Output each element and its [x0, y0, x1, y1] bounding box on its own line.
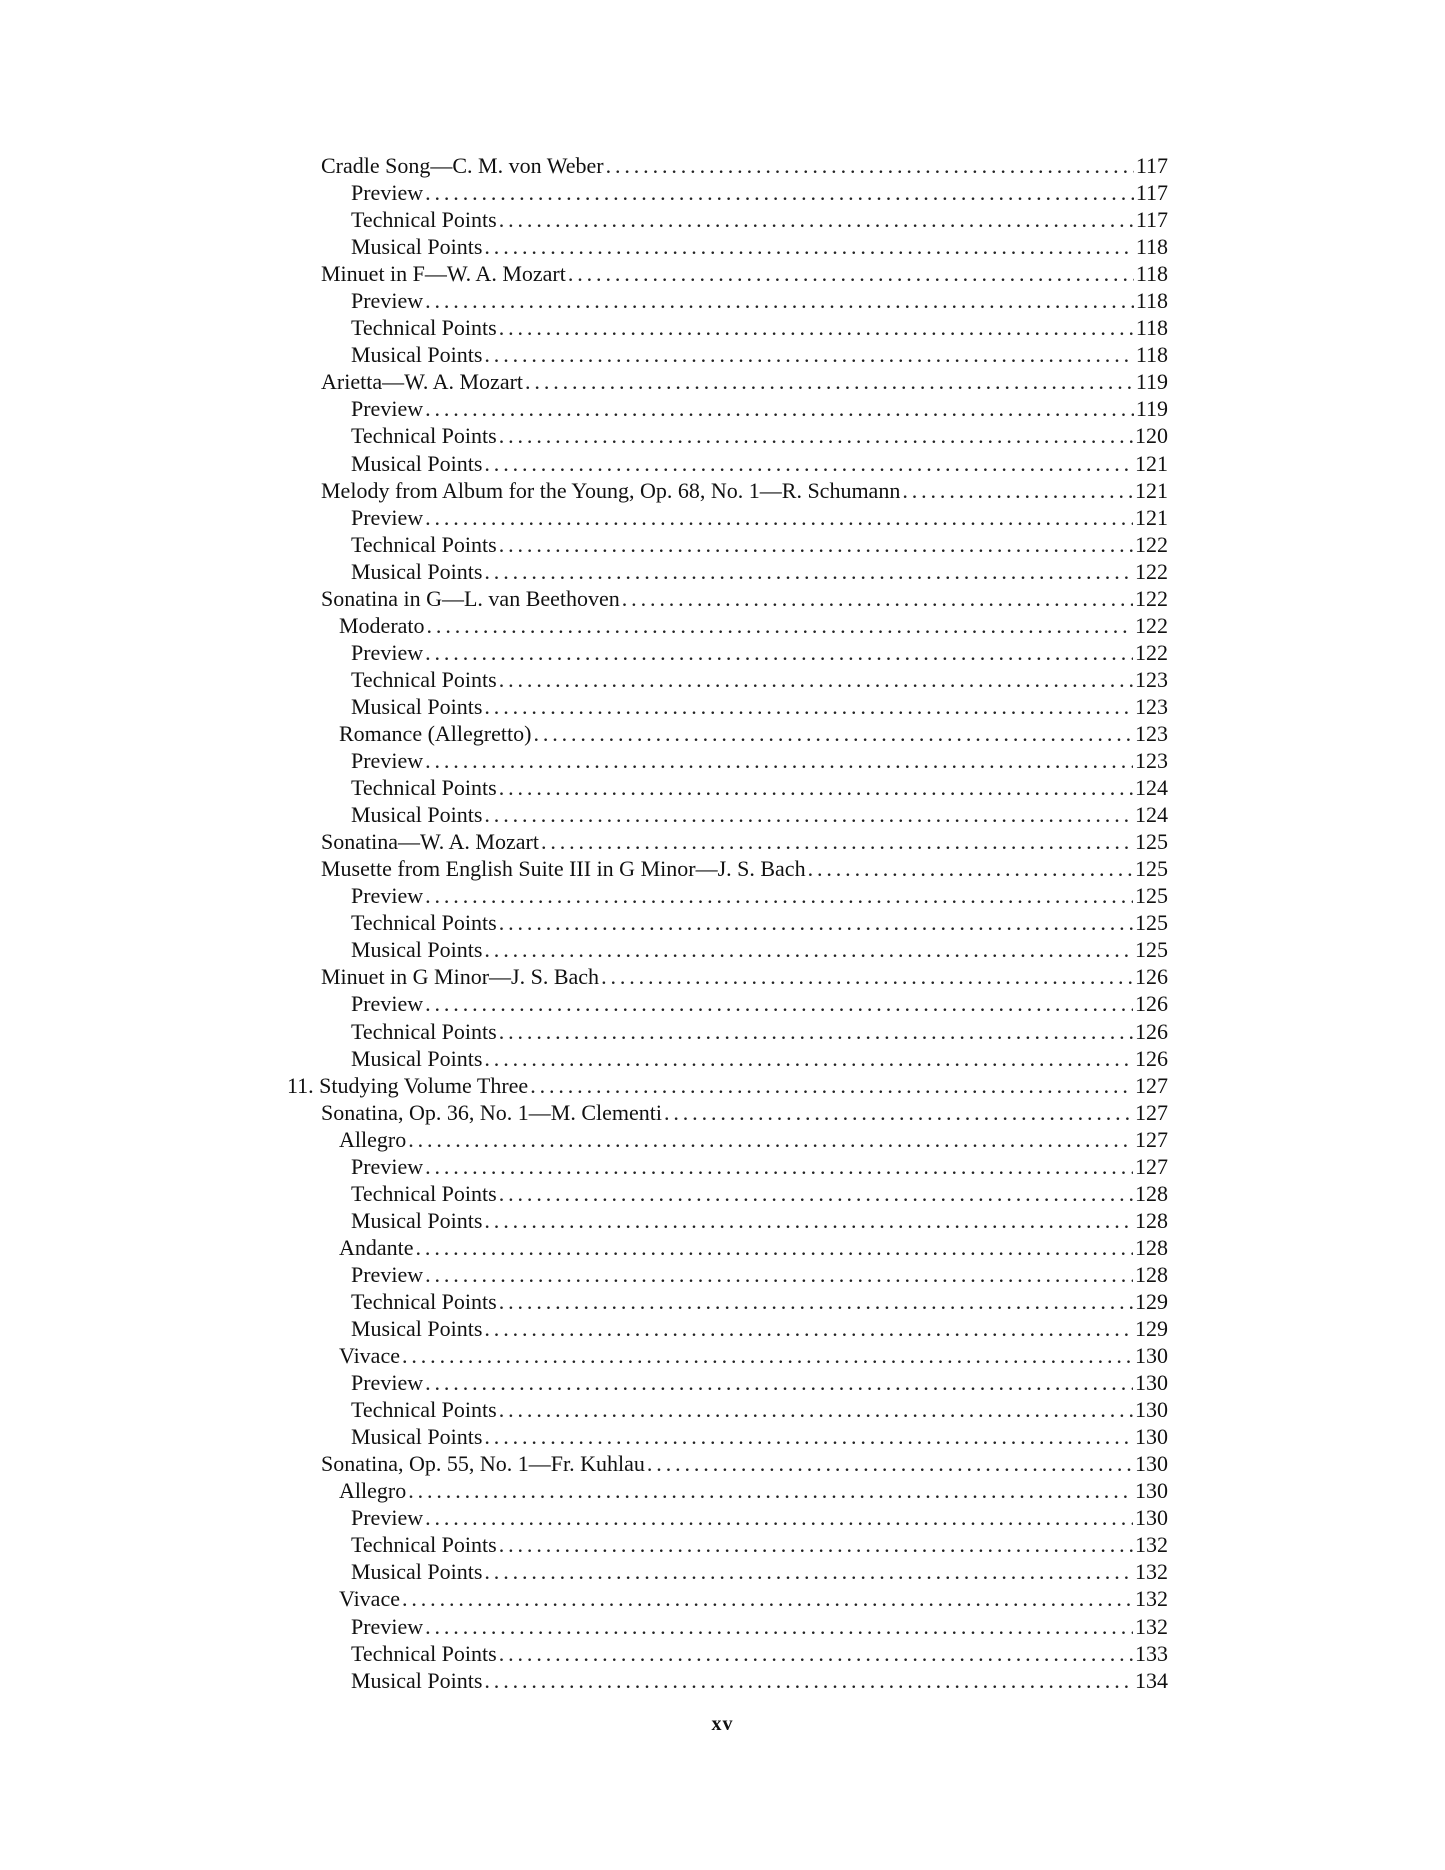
- toc-entry: [0, 1667, 1445, 1694]
- dot-leader: [664, 1099, 1133, 1126]
- dot-leader: [484, 1423, 1133, 1450]
- toc-entry-page: 123: [1135, 693, 1168, 719]
- toc-entry-title: Musical Points: [351, 802, 483, 828]
- toc-entry-page: 128: [1135, 1261, 1168, 1287]
- toc-entry-title: Melody from Album for the Young, Op. 68, No. 1—R. Schumann: [321, 477, 901, 503]
- toc-entry-title: Allegro: [339, 1126, 407, 1152]
- toc-entry-title: Technical Points: [351, 666, 497, 692]
- dot-leader: [425, 1261, 1133, 1288]
- toc-entry-page: 118: [1135, 315, 1168, 341]
- dot-leader: [499, 1396, 1133, 1423]
- toc-entry-title: Minuet in G Minor—J. S. Bach: [321, 964, 600, 990]
- toc-entry-title: Technical Points: [351, 315, 497, 341]
- toc-entry: [0, 450, 1445, 477]
- toc-entry-title: Sonatina, Op. 36, No. 1—M. Clementi: [321, 1099, 662, 1125]
- toc-entry: [0, 1180, 1445, 1207]
- toc-entry-title: Sonatina in G—L. van Beethoven: [321, 585, 620, 611]
- toc-entry-page: 123: [1135, 748, 1168, 774]
- dot-leader: [484, 936, 1133, 963]
- toc-entry-title: Musical Points: [351, 1424, 483, 1450]
- toc-entry: [0, 1072, 1445, 1099]
- toc-entry-title: Technical Points: [351, 1288, 497, 1314]
- toc-entry: [0, 585, 1445, 612]
- toc-entry-page: 126: [1135, 964, 1168, 990]
- toc-entry-page: 130: [1135, 1343, 1168, 1369]
- toc-entry-title: Preview: [351, 180, 424, 206]
- toc-entry: [0, 531, 1445, 558]
- toc-entry: [0, 1045, 1445, 1072]
- toc-entry-page: 127: [1135, 1126, 1168, 1152]
- dot-leader: [808, 855, 1133, 882]
- toc-entry-page: 127: [1135, 1099, 1168, 1125]
- dot-leader: [408, 1477, 1133, 1504]
- toc-entry-page: 124: [1135, 775, 1168, 801]
- toc-entry: [0, 1423, 1445, 1450]
- toc-entry-page: 121: [1135, 504, 1168, 530]
- toc-entry-page: 122: [1135, 558, 1168, 584]
- toc-entry-page: 132: [1135, 1586, 1168, 1612]
- toc-entry: [0, 666, 1445, 693]
- toc-entry-page: 123: [1135, 720, 1168, 746]
- dot-leader: [425, 504, 1133, 531]
- toc-entry: [0, 179, 1445, 206]
- toc-entry-title: Preview: [351, 883, 424, 909]
- toc-entry: [0, 1126, 1445, 1153]
- toc-entry-title: Arietta—W. A. Mozart: [321, 369, 524, 395]
- toc-entry-title: Musical Points: [351, 342, 483, 368]
- toc-entry-title: Andante: [339, 1234, 414, 1260]
- toc-entry-page: 119: [1135, 396, 1168, 422]
- toc-entry-title: Musical Points: [351, 1045, 483, 1071]
- toc-entry-page: 125: [1135, 856, 1168, 882]
- toc-entry: [0, 1477, 1445, 1504]
- toc-entry: [0, 1018, 1445, 1045]
- dot-leader: [601, 963, 1133, 990]
- dot-leader: [427, 612, 1133, 639]
- toc-entry-page: 121: [1135, 450, 1168, 476]
- table-of-contents: [0, 152, 1445, 1694]
- toc-entry-page: 117: [1135, 153, 1168, 178]
- toc-entry-page: 125: [1135, 910, 1168, 936]
- dot-leader: [499, 1288, 1133, 1315]
- toc-entry-page: 122: [1135, 612, 1168, 638]
- toc-entry: [0, 1234, 1445, 1261]
- toc-entry-title: Preview: [351, 1153, 424, 1179]
- dot-leader: [425, 639, 1133, 666]
- toc-entry-title: Musette from English Suite III in G Minor—J. S. Bach: [321, 856, 806, 882]
- toc-entry-page: 127: [1135, 1153, 1168, 1179]
- toc-entry: [0, 1531, 1445, 1558]
- dot-leader: [499, 531, 1133, 558]
- dot-leader: [484, 1558, 1133, 1585]
- toc-entry: [0, 1288, 1445, 1315]
- toc-entry-title: Preview: [351, 991, 424, 1017]
- dot-leader: [425, 1613, 1133, 1640]
- toc-entry: [0, 1207, 1445, 1234]
- toc-entry-title: Musical Points: [351, 937, 483, 963]
- toc-entry: [0, 1342, 1445, 1369]
- toc-entry-title: 11. Studying Volume Three: [287, 1072, 529, 1098]
- dot-leader: [484, 558, 1133, 585]
- toc-entry: [0, 1153, 1445, 1180]
- toc-entry-page: 126: [1135, 1045, 1168, 1071]
- toc-entry-title: Preview: [351, 748, 424, 774]
- toc-entry: [0, 882, 1445, 909]
- toc-entry-title: Technical Points: [351, 1532, 497, 1558]
- toc-entry: [0, 1396, 1445, 1423]
- toc-entry-title: Technical Points: [351, 775, 497, 801]
- toc-entry-title: Musical Points: [351, 1316, 483, 1342]
- toc-entry: [0, 422, 1445, 449]
- toc-entry-page: 125: [1135, 937, 1168, 963]
- toc-entry-page: 129: [1135, 1288, 1168, 1314]
- toc-entry-page: 128: [1135, 1180, 1168, 1206]
- toc-entry-title: Preview: [351, 1613, 424, 1639]
- toc-entry: [0, 1450, 1445, 1477]
- dot-leader: [484, 233, 1133, 260]
- dot-leader: [425, 1504, 1133, 1531]
- dot-leader: [425, 1153, 1133, 1180]
- dot-leader: [499, 666, 1133, 693]
- toc-entry: [0, 504, 1445, 531]
- toc-entry: [0, 747, 1445, 774]
- toc-entry-page: 132: [1135, 1613, 1168, 1639]
- toc-entry: [0, 639, 1445, 666]
- dot-leader: [484, 1315, 1133, 1342]
- toc-entry-page: 119: [1135, 369, 1168, 395]
- toc-entry-page: 129: [1135, 1316, 1168, 1342]
- dot-leader: [425, 747, 1133, 774]
- toc-entry: [0, 395, 1445, 422]
- toc-entry-page: 122: [1135, 531, 1168, 557]
- dot-leader: [622, 585, 1133, 612]
- dot-leader: [499, 909, 1133, 936]
- toc-entry-title: Technical Points: [351, 1018, 497, 1044]
- dot-leader: [425, 1369, 1133, 1396]
- toc-entry-title: Minuet in F—W. A. Mozart: [321, 261, 566, 287]
- dot-leader: [499, 1018, 1133, 1045]
- dot-leader: [484, 693, 1133, 720]
- toc-entry-title: Preview: [351, 288, 424, 314]
- toc-entry-title: Technical Points: [351, 1180, 497, 1206]
- toc-entry-page: 123: [1135, 666, 1168, 692]
- toc-entry-title: Allegro: [339, 1478, 407, 1504]
- toc-entry: [0, 990, 1445, 1017]
- dot-leader: [425, 395, 1134, 422]
- toc-entry: [0, 287, 1445, 314]
- toc-entry: [0, 720, 1445, 747]
- toc-entry-page: 132: [1135, 1532, 1168, 1558]
- dot-leader: [425, 990, 1133, 1017]
- toc-entry-page: 125: [1135, 883, 1168, 909]
- toc-entry-page: 130: [1135, 1370, 1168, 1396]
- toc-entry-title: Musical Points: [351, 1559, 483, 1585]
- toc-entry-page: 126: [1135, 1018, 1168, 1044]
- toc-entry: [0, 206, 1445, 233]
- toc-entry-title: Technical Points: [351, 1397, 497, 1423]
- toc-entry-title: Preview: [351, 1505, 424, 1531]
- toc-entry: [0, 1261, 1445, 1288]
- toc-entry-title: Sonatina, Op. 55, No. 1—Fr. Kuhlau: [321, 1451, 645, 1477]
- toc-entry-page: 130: [1135, 1424, 1168, 1450]
- toc-entry-page: 126: [1135, 991, 1168, 1017]
- toc-entry-page: 122: [1135, 585, 1168, 611]
- dot-leader: [499, 422, 1133, 449]
- dot-leader: [416, 1234, 1133, 1261]
- toc-entry-page: 125: [1135, 829, 1168, 855]
- toc-entry-title: Musical Points: [351, 1207, 483, 1233]
- toc-entry: [0, 233, 1445, 260]
- toc-entry-title: Preview: [351, 396, 424, 422]
- toc-entry-page: 130: [1135, 1505, 1168, 1531]
- toc-entry-page: 118: [1135, 288, 1168, 314]
- toc-entry-title: Preview: [351, 504, 424, 530]
- dot-leader: [499, 1531, 1133, 1558]
- toc-entry: [0, 1504, 1445, 1531]
- dot-leader: [499, 314, 1134, 341]
- toc-entry-title: Preview: [351, 1370, 424, 1396]
- toc-entry-title: Technical Points: [351, 207, 497, 233]
- toc-entry: [0, 1315, 1445, 1342]
- toc-entry-title: Moderato: [339, 612, 425, 638]
- dot-leader: [484, 1667, 1133, 1694]
- toc-entry: [0, 963, 1445, 990]
- toc-entry: [0, 152, 1445, 179]
- toc-entry: [0, 1558, 1445, 1585]
- toc-entry-page: 128: [1135, 1234, 1168, 1260]
- dot-leader: [408, 1126, 1133, 1153]
- dot-leader: [402, 1585, 1133, 1612]
- toc-entry-page: 127: [1135, 1072, 1168, 1098]
- dot-leader: [499, 1640, 1133, 1667]
- toc-entry: [0, 855, 1445, 882]
- toc-entry-page: 130: [1135, 1397, 1168, 1423]
- toc-entry: [0, 477, 1445, 504]
- dot-leader: [533, 720, 1133, 747]
- toc-entry: [0, 260, 1445, 287]
- dot-leader: [484, 341, 1133, 368]
- toc-entry-title: Vivace: [339, 1343, 400, 1369]
- toc-entry: [0, 909, 1445, 936]
- dot-leader: [541, 828, 1133, 855]
- toc-entry: [0, 314, 1445, 341]
- toc-entry-page: 133: [1135, 1640, 1168, 1666]
- toc-entry-page: 130: [1135, 1451, 1168, 1477]
- dot-leader: [484, 450, 1133, 477]
- toc-entry-title: Vivace: [339, 1586, 400, 1612]
- dot-leader: [525, 368, 1134, 395]
- toc-entry-page: 124: [1135, 802, 1168, 828]
- dot-leader: [425, 287, 1134, 314]
- toc-entry-title: Cradle Song—C. M. von Weber: [321, 153, 604, 178]
- toc-entry-page: 134: [1135, 1667, 1168, 1693]
- dot-leader: [484, 1045, 1133, 1072]
- page-number: xv: [711, 1713, 734, 1735]
- toc-entry: [0, 693, 1445, 720]
- toc-entry-title: Musical Points: [351, 450, 483, 476]
- dot-leader: [402, 1342, 1133, 1369]
- toc-entry-title: Musical Points: [351, 693, 483, 719]
- dot-leader: [499, 774, 1133, 801]
- toc-entry-title: Musical Points: [351, 234, 483, 260]
- toc-entry-page: 122: [1135, 639, 1168, 665]
- toc-entry-title: Romance (Allegretto): [339, 720, 532, 746]
- toc-entry-page: 120: [1135, 423, 1168, 449]
- toc-entry-page: 132: [1135, 1559, 1168, 1585]
- toc-entry: [0, 558, 1445, 585]
- toc-entry: [0, 368, 1445, 395]
- toc-entry: [0, 828, 1445, 855]
- toc-entry-page: 118: [1135, 342, 1168, 368]
- toc-entry: [0, 1369, 1445, 1396]
- toc-entry: [0, 1585, 1445, 1612]
- toc-entry-page: 117: [1135, 180, 1168, 206]
- toc-entry: [0, 774, 1445, 801]
- toc-entry-title: Sonatina—W. A. Mozart: [321, 829, 539, 855]
- dot-leader: [499, 1180, 1133, 1207]
- toc-entry-title: Technical Points: [351, 531, 497, 557]
- dot-leader: [606, 152, 1134, 179]
- toc-entry-page: 118: [1135, 234, 1168, 260]
- toc-entry-page: 117: [1135, 207, 1168, 233]
- dot-leader: [484, 801, 1133, 828]
- toc-entry: [0, 341, 1445, 368]
- toc-entry: [0, 1099, 1445, 1126]
- dot-leader: [902, 477, 1133, 504]
- toc-entry: [0, 612, 1445, 639]
- toc-entry-page: 118: [1135, 261, 1168, 287]
- toc-entry-page: 128: [1135, 1207, 1168, 1233]
- dot-leader: [530, 1072, 1133, 1099]
- toc-entry: [0, 936, 1445, 963]
- toc-entry-page: 130: [1135, 1478, 1168, 1504]
- toc-entry-title: Technical Points: [351, 1640, 497, 1666]
- toc-entry-title: Musical Points: [351, 558, 483, 584]
- dot-leader: [425, 179, 1134, 206]
- dot-leader: [425, 882, 1133, 909]
- toc-entry: [0, 1640, 1445, 1667]
- toc-entry-title: Musical Points: [351, 1667, 483, 1693]
- toc-entry: [0, 801, 1445, 828]
- dot-leader: [647, 1450, 1133, 1477]
- toc-entry-title: Technical Points: [351, 910, 497, 936]
- toc-entry-title: Preview: [351, 639, 424, 665]
- toc-entry-page: 121: [1135, 477, 1168, 503]
- dot-leader: [484, 1207, 1133, 1234]
- dot-leader: [568, 260, 1134, 287]
- toc-entry-title: Preview: [351, 1261, 424, 1287]
- toc-entry: [0, 1613, 1445, 1640]
- dot-leader: [499, 206, 1134, 233]
- toc-entry-title: Technical Points: [351, 423, 497, 449]
